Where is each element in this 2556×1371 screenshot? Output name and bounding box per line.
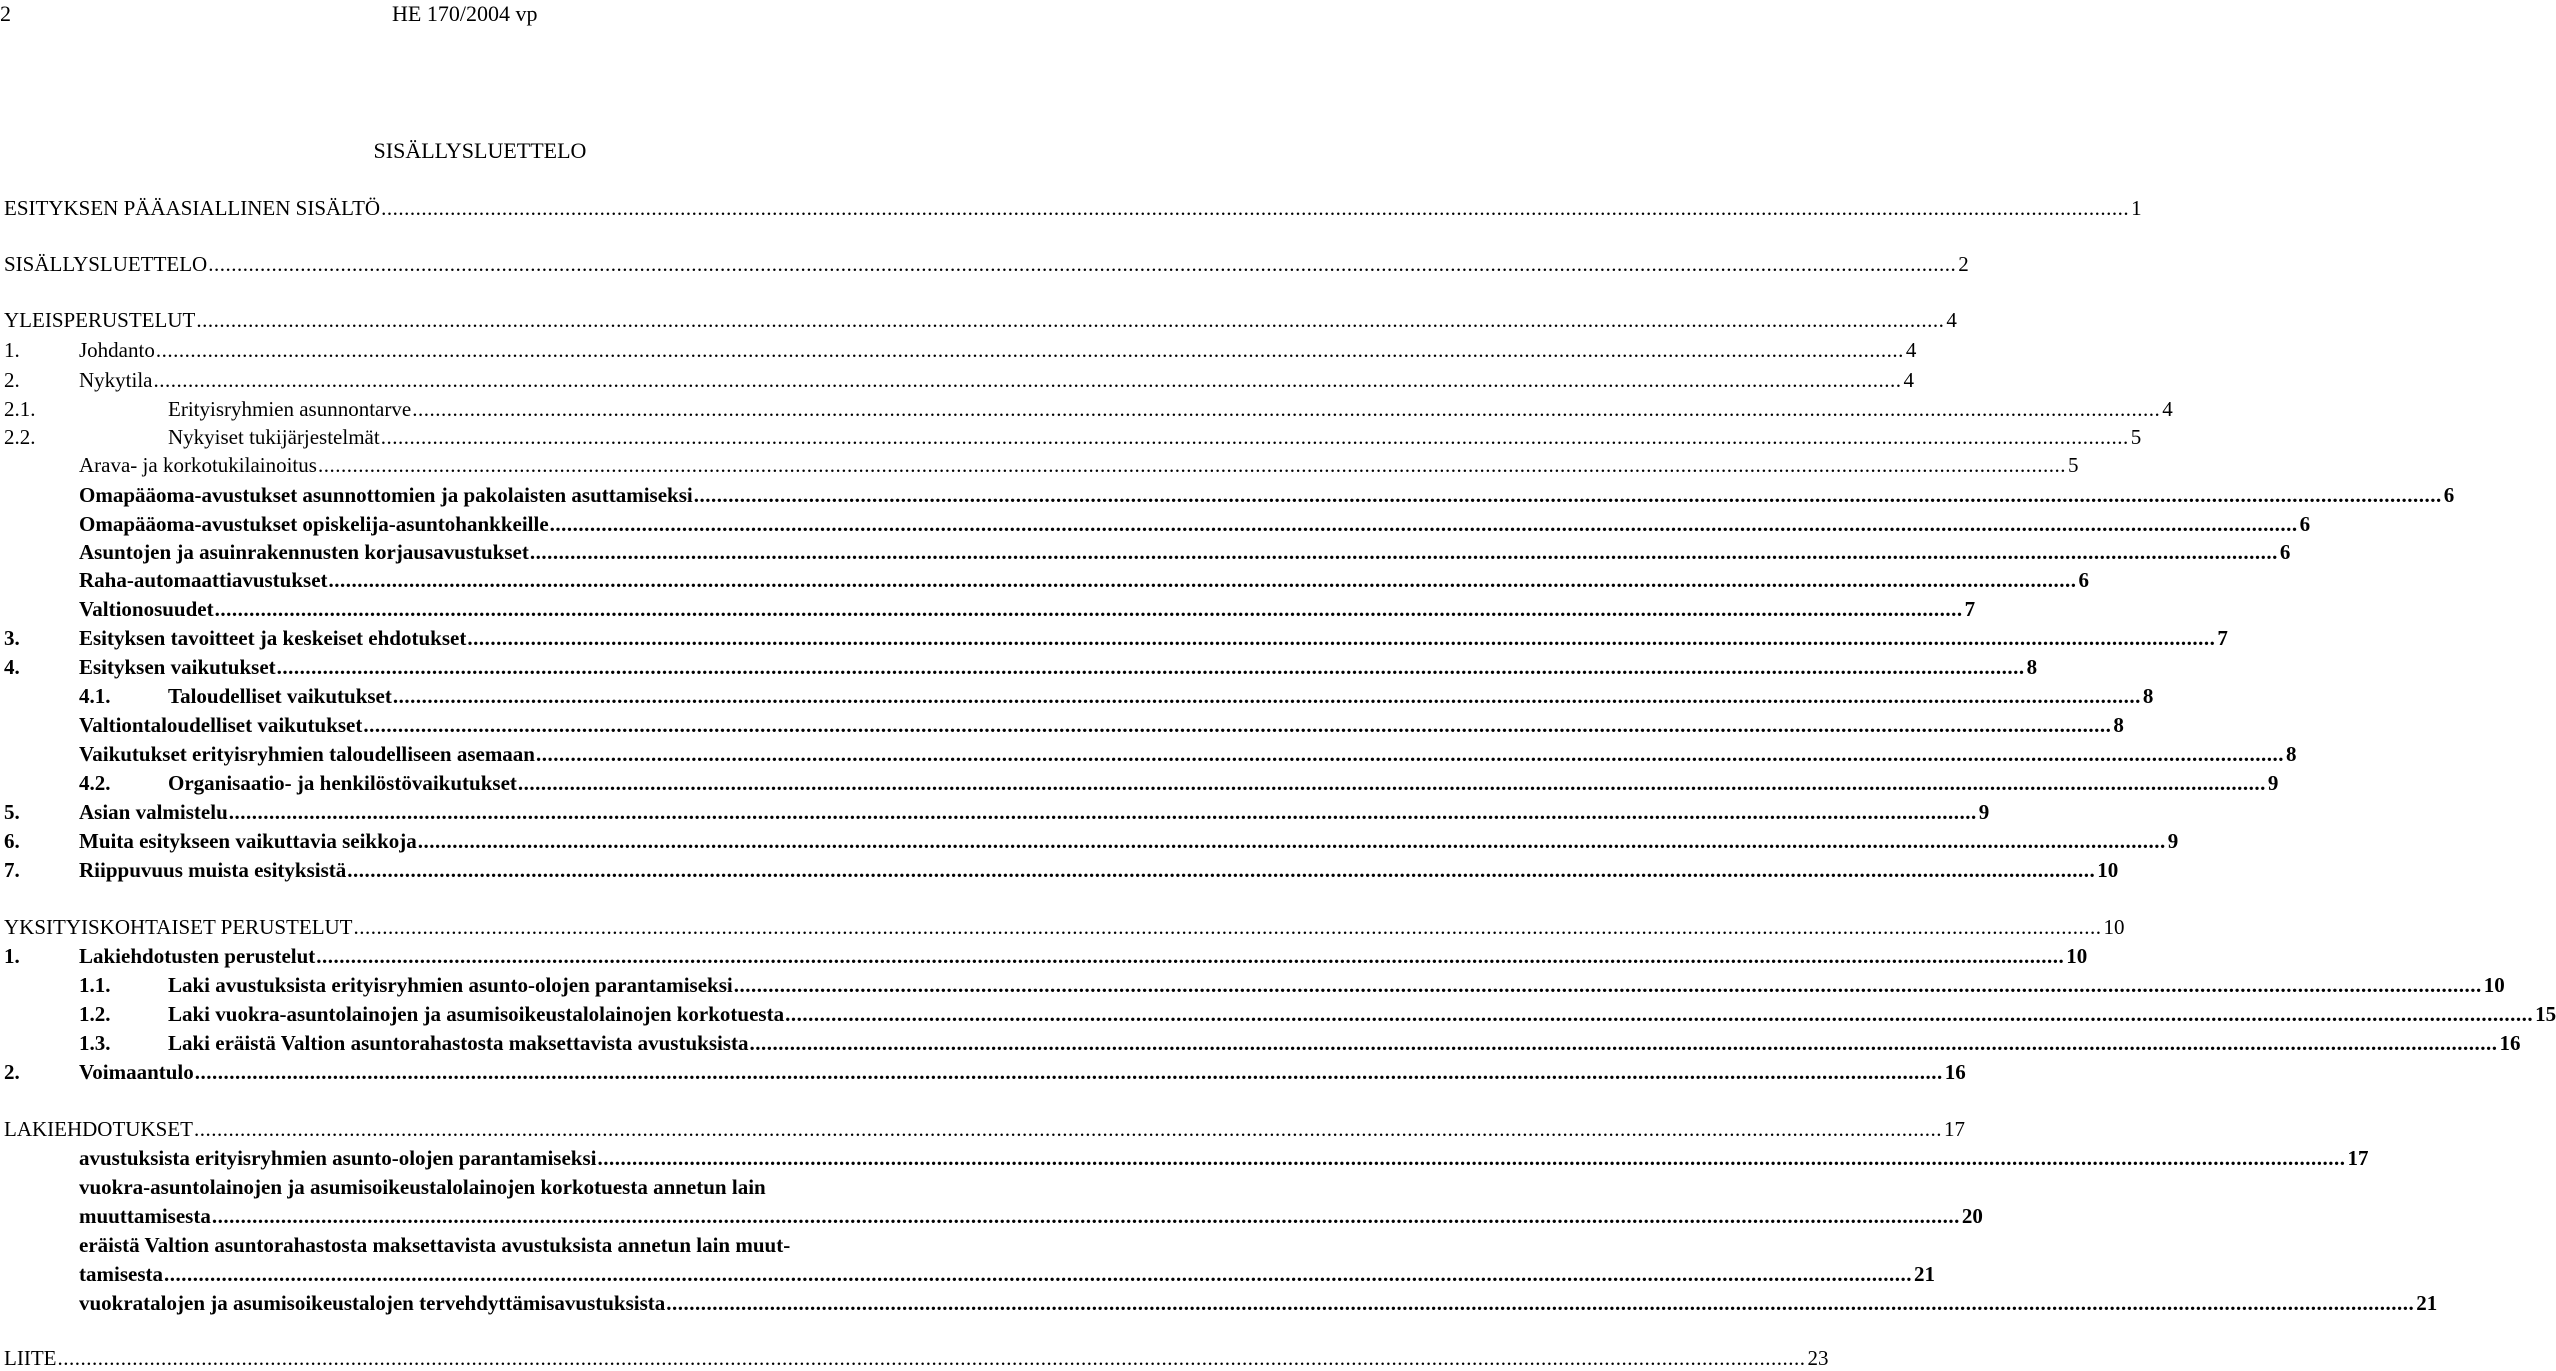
toc-entry-page: 6 — [2299, 512, 2311, 536]
toc-entry[interactable] — [0, 251, 1969, 277]
dot-leader — [412, 396, 2160, 422]
dot-leader — [57, 1345, 1805, 1371]
toc-entry-page: 20 — [1961, 1204, 1983, 1228]
dot-leader — [354, 914, 2102, 940]
toc-entry-page: 1 — [2131, 196, 2142, 220]
toc-entry-title: eräistä Valtion asuntorahastosta maksettavista avustuksista annetun lain muut- — [79, 1233, 791, 1257]
toc-entry-title: YKSITYISKOHTAISET PERUSTELUT — [4, 915, 353, 939]
toc-entry-number: 4. — [4, 655, 20, 679]
toc-entry-title: Valtiontaloudelliset vaikutukset — [79, 713, 363, 737]
toc-entry[interactable] — [0, 1203, 1983, 1229]
toc-entry-title: Lakiehdotusten perustelut — [79, 944, 316, 968]
toc-entry-title: Nykyiset tukijärjestelmät — [168, 425, 380, 449]
toc-entry-title: Muita esitykseen vaikuttavia seikkoja — [79, 829, 417, 853]
dot-leader — [329, 567, 2077, 593]
toc-entry-title: Erityisryhmien asunnontarve — [168, 397, 412, 421]
dot-leader — [467, 625, 2215, 651]
toc-entry-page: 9 — [2167, 829, 2179, 853]
dot-leader — [194, 1116, 1942, 1142]
dot-leader — [750, 1030, 2498, 1056]
toc-entry-title: Arava- ja korkotukilainoitus — [79, 453, 317, 477]
toc-entry-page: 17 — [2347, 1146, 2369, 1170]
dot-leader — [418, 828, 2166, 854]
dot-leader — [734, 972, 2482, 998]
toc-entry-title: Taloudelliset vaikutukset — [168, 684, 392, 708]
toc-entry-page: 4 — [1903, 368, 1914, 392]
dot-leader — [550, 511, 2298, 537]
dot-leader — [215, 596, 1963, 622]
toc-entry-page: 17 — [1943, 1117, 1965, 1141]
toc-entry-title: LAKIEHDOTUKSET — [4, 1117, 193, 1141]
toc-entry-page: 6 — [2443, 483, 2455, 507]
dot-leader — [381, 424, 2129, 450]
toc-entry[interactable] — [0, 741, 2297, 767]
dot-leader — [316, 943, 2064, 969]
dot-leader — [536, 741, 2284, 767]
dot-leader — [393, 683, 2141, 709]
toc-entry-title: muuttamisesta — [79, 1204, 211, 1228]
toc-entry-number: 1. — [4, 338, 20, 362]
toc-entry-number: 1.2. — [79, 1002, 111, 1026]
toc-entry[interactable] — [0, 195, 2142, 221]
toc-entry-page: 21 — [2416, 1291, 2438, 1315]
toc-entry-page: 5 — [2067, 453, 2079, 477]
toc-entry-title: Organisaatio- ja henkilöstövaikutukset — [168, 771, 517, 795]
toc-entry-page: 6 — [2078, 568, 2090, 592]
toc-entry[interactable] — [0, 799, 1990, 825]
toc-entry-number: 3. — [4, 626, 20, 650]
toc-entry-title: Laki vuokra-asuntolainojen ja asumisoikeustalolainojen korkotuesta — [168, 1002, 785, 1026]
toc-entry-number: 2.2. — [4, 425, 36, 449]
toc-entry-title: Raha-automaattiavustukset — [79, 568, 328, 592]
dot-leader — [164, 1261, 1912, 1287]
dot-leader — [530, 539, 2278, 565]
toc-entry-title: avustuksista erityisryhmien asunto-olojen parantamiseksi — [79, 1146, 597, 1170]
toc-entry-number: 4.2. — [79, 771, 111, 795]
toc-entry-page: 6 — [2279, 540, 2291, 564]
toc-entry-number: 2.1. — [4, 397, 36, 421]
toc-entry-title: Laki eräistä Valtion asuntorahastosta maksettavista avustuksista — [168, 1031, 749, 1055]
toc-entry-title: vuokratalojen ja asumisoikeustalojen tervehdyttämisavustuksista — [79, 1291, 666, 1315]
toc-entry-page: 10 — [2066, 944, 2088, 968]
dot-leader — [597, 1145, 2345, 1171]
toc-entry-page: 4 — [2162, 397, 2173, 421]
toc-entry[interactable] — [0, 367, 1914, 393]
toc-entry-title: Asuntojen ja asuinrakennusten korjausavustukset — [79, 540, 529, 564]
toc-entry[interactable] — [0, 452, 2079, 478]
toc-entry-page: 8 — [2286, 742, 2297, 766]
toc-entry-page: 15 — [2535, 1002, 2556, 1026]
toc-entry[interactable] — [0, 1290, 2438, 1316]
toc-entry-title: Valtionosuudet — [79, 597, 214, 621]
toc-entry-page: 2 — [1958, 252, 1969, 276]
toc-entry-title: LIITE — [4, 1346, 57, 1370]
dot-leader — [363, 712, 2111, 738]
toc-entry[interactable] — [0, 914, 2125, 940]
toc-entry[interactable] — [0, 337, 1917, 363]
toc-entry-title: YLEISPERUSTELUT — [4, 308, 196, 332]
toc-entry[interactable] — [0, 828, 2179, 854]
toc-entry-page: 10 — [2103, 915, 2125, 939]
toc-entry[interactable] — [0, 654, 2038, 680]
toc-entry[interactable] — [0, 1345, 1829, 1371]
toc-entry[interactable] — [0, 396, 2173, 422]
page-number: 2 — [0, 1, 11, 26]
toc-entry[interactable] — [0, 1116, 1965, 1142]
toc-entry[interactable] — [0, 943, 2088, 969]
dot-leader — [347, 857, 2095, 883]
toc-entry-number: 1.3. — [79, 1031, 111, 1055]
toc-entry-number: 1. — [4, 944, 20, 968]
toc-entry-title: Laki avustuksista erityisryhmien asunto-olojen parantamiseksi — [168, 973, 733, 997]
toc-entry-page: 10 — [2483, 973, 2505, 997]
toc-entry-title: Omapääoma-avustukset asunnottomien ja pakolaisten asuttamiseksi — [79, 483, 693, 507]
toc-entry-title: Esityksen vaikutukset — [79, 655, 276, 679]
dot-leader — [381, 195, 2129, 221]
toc-entry[interactable] — [0, 683, 2154, 709]
dot-leader — [196, 307, 1944, 333]
toc-entry-title: SISÄLLYSLUETTELO — [4, 252, 208, 276]
dot-leader — [785, 1001, 2533, 1027]
dot-leader — [208, 251, 1956, 277]
toc-entry-title: Nykytila — [79, 368, 153, 392]
toc-entry-title: Vaikutukset erityisryhmien taloudelliseen asemaan — [79, 742, 535, 766]
dot-leader — [666, 1290, 2414, 1316]
toc-title: SISÄLLYSLUETTELO — [373, 138, 587, 163]
toc-entry-page: 8 — [2142, 684, 2154, 708]
toc-entry-title: Esityksen tavoitteet ja keskeiset ehdotukset — [79, 626, 467, 650]
toc-entry-title: Johdanto — [79, 338, 155, 362]
toc-entry-page: 7 — [2217, 626, 2228, 650]
toc-entry[interactable] — [0, 1174, 1036, 1200]
toc-entry-page: 10 — [2097, 858, 2119, 882]
toc-entry-number: 2. — [4, 1060, 20, 1084]
toc-entry-number: 2. — [4, 368, 20, 392]
toc-entry-number: 1.1. — [79, 973, 111, 997]
toc-entry[interactable] — [0, 1145, 2369, 1171]
toc-entry-title: Voimaantulo — [79, 1060, 194, 1084]
toc-entry-page: 8 — [2026, 655, 2038, 679]
toc-entry-title: tamisesta — [79, 1262, 163, 1286]
toc-entry[interactable] — [0, 539, 2291, 565]
toc-entry-number: 6. — [4, 829, 20, 853]
toc-entry[interactable] — [0, 424, 2142, 450]
dot-leader — [694, 482, 2442, 508]
document-id: HE 170/2004 vp — [392, 1, 538, 26]
toc-entry[interactable] — [0, 1030, 2521, 1056]
toc-entry-page: 23 — [1807, 1346, 1829, 1370]
dot-leader — [229, 799, 1977, 825]
toc-entry-page: 16 — [1944, 1060, 1966, 1084]
dot-leader — [195, 1059, 1943, 1085]
toc-entry-number: 4.1. — [79, 684, 111, 708]
toc-entry-title: vuokra-asuntolainojen ja asumisoikeustalolainojen korkotuesta annetun lain — [79, 1175, 766, 1199]
toc-entry[interactable] — [0, 307, 1957, 333]
dot-leader — [277, 654, 2025, 680]
toc-entry[interactable] — [0, 1001, 2556, 1027]
toc-entry-page: 16 — [2499, 1031, 2521, 1055]
toc-entry-title: Omapääoma-avustukset opiskelija-asuntohankkeille — [79, 512, 549, 536]
toc-entry-page: 21 — [1913, 1262, 1935, 1286]
toc-entry-number: 5. — [4, 800, 20, 824]
dot-leader — [212, 1203, 1960, 1229]
toc-entry[interactable] — [0, 1232, 1036, 1258]
toc-entry[interactable] — [0, 857, 2119, 883]
toc-entry-page: 4 — [1905, 338, 1917, 362]
toc-entry[interactable] — [0, 972, 2505, 998]
toc-entry[interactable] — [0, 596, 1976, 622]
toc-entry[interactable] — [0, 770, 2279, 796]
toc-entry-title: Riippuvuus muista esityksistä — [79, 858, 347, 882]
toc-entry[interactable] — [0, 625, 2228, 651]
dot-leader — [318, 452, 2066, 478]
toc-entry-page: 9 — [2267, 771, 2279, 795]
toc-entry-page: 5 — [2130, 425, 2142, 449]
toc-entry-title: Asian valmistelu — [79, 800, 228, 824]
dot-leader — [518, 770, 2266, 796]
toc-entry[interactable] — [0, 712, 2124, 738]
toc-entry-page: 8 — [2113, 713, 2124, 737]
toc-entry-title: ESITYKSEN PÄÄASIALLINEN SISÄLTÖ — [4, 196, 381, 220]
toc-entry-page: 4 — [1946, 308, 1957, 332]
toc-entry-number: 7. — [4, 858, 20, 882]
toc-entry-page: 9 — [1978, 800, 1990, 824]
toc-entry[interactable] — [0, 511, 2311, 537]
dot-leader — [156, 337, 1904, 363]
toc-entry[interactable] — [0, 482, 2455, 508]
toc-entry-page: 7 — [1964, 597, 1976, 621]
toc-entry[interactable] — [0, 1059, 1966, 1085]
toc-entry[interactable] — [0, 1261, 1935, 1287]
toc-entry[interactable] — [0, 567, 2090, 593]
dot-leader — [154, 367, 1902, 393]
